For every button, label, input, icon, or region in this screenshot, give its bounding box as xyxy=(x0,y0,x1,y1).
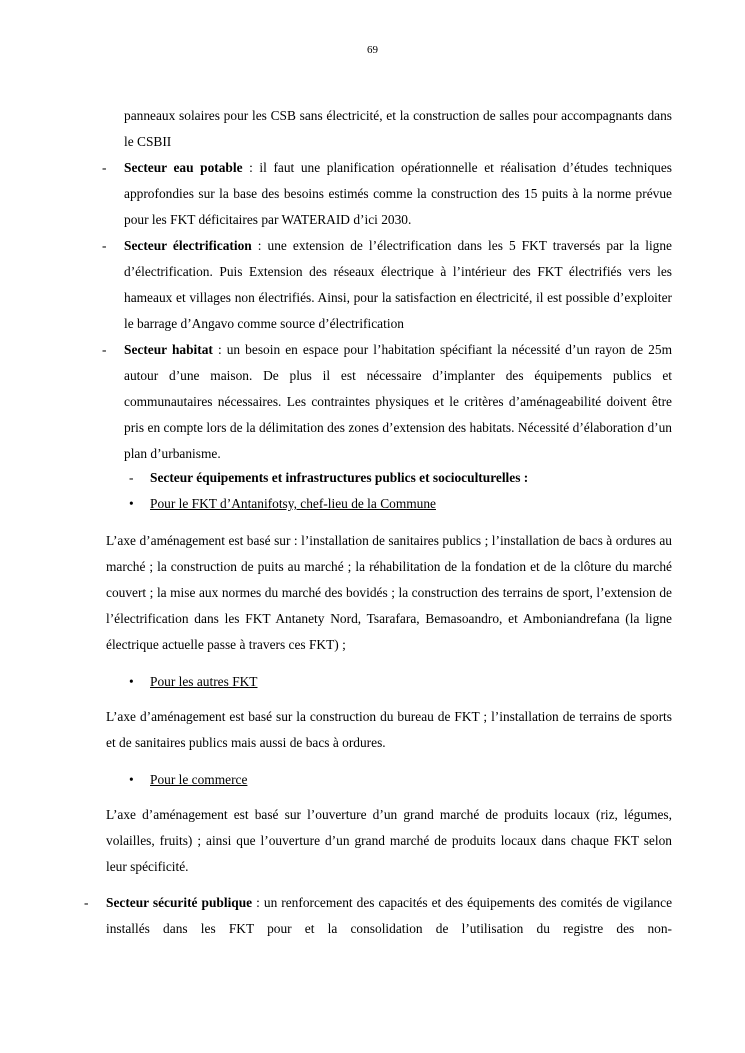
subheading-commerce: Pour le commerce xyxy=(150,772,248,787)
text-securite-publique: : un renforcement des capacités et des équipements des comités de vigilance installés dans les FKT pour et la consolidation de l’utilisation du registre des non- xyxy=(106,895,673,936)
subheading-antanifotsy: Pour le FKT d’Antanifotsy, chef-lieu de la Commune xyxy=(150,496,436,511)
paragraph-autres-fkt: L’axe d’aménagement est basé sur la construction du bureau de FKT ; l’installation de terrains de sports et de sanitaires publics mais aussi de bacs à ordures. xyxy=(106,709,672,750)
heading-equipements: Secteur équipements et infrastructures publics et socioculturelles : xyxy=(150,470,529,485)
heading-securite-publique: Secteur sécurité publique xyxy=(106,895,253,910)
subheading-autres-fkt: Pour les autres FKT xyxy=(150,674,258,689)
paragraph-antanifotsy: L’axe d’aménagement est basé sur : l’installation de sanitaires publics ; l’installation de bacs à ordures au marché ; la construction de puits au marché ; la réhabilitation de la fondation et de la clôture du marché couvert ; la mise aux normes du marché des bovidés ; la construction des terrains de sport, l’extension de l’électrification dans les FKT Antanety Nord, Tsarafara, Bemasoandro, et Amboniandrefana (la ligne électrique actuelle passe à travers ces FKT) ; xyxy=(106,533,672,652)
paragraph-electrification xyxy=(124,233,672,337)
paragraph-csb-continuation: panneaux solaires pour les CSB sans électricité, et la construction de salles pour accompagnants dans le CSBII xyxy=(124,108,672,149)
heading-electrification: Secteur électrification xyxy=(124,238,252,253)
list-dash: - xyxy=(102,238,107,253)
paragraph-securite-publique xyxy=(106,890,672,942)
paragraph-habitat xyxy=(124,337,672,467)
text-electrification: : une extension de l’électrification dans les 5 FKT traversés par la ligne d’électrification. Puis Extension des réseaux électrique à l’intérieur des FKT électrifiés vers les hameaux et villages non électrifiés. Ainsi, pour la satisfaction en électricité, il est possible d’exploiter le barrage d’Angavo comme source d’électrification xyxy=(124,238,672,331)
page-number: 69 xyxy=(367,44,378,56)
heading-eau-potable: Secteur eau potable xyxy=(124,160,243,175)
list-bullet: • xyxy=(129,496,134,511)
list-bullet: • xyxy=(129,674,134,689)
list-dash: - xyxy=(102,342,107,357)
paragraph-commerce: L’axe d’aménagement est basé sur l’ouverture d’un grand marché de produits locaux (riz, légumes, volailles, fruits) ; ainsi que l’ouverture d’un grand marché de produits locaux dans chaque FKT selon leur spécificité. xyxy=(106,807,672,874)
list-dash: - xyxy=(84,895,89,910)
text-habitat: : un besoin en espace pour l’habitation spécifiant la nécessité d’un rayon de 25m autour d’une maison. De plus il est nécessaire d’implanter des équipements publics et communautaires nécessaires. Les contraintes physiques et le critères d’aménageabilité doivent être pris en compte lors de la délimitation des zones d’extension des habitats. Nécessité d’élaboration d’un plan d’urbanisme. xyxy=(124,342,672,461)
text-eau-potable: : il faut une planification opérationnelle et réalisation d’études techniques approfondies sur la base des besoins estimés comme la construction des 15 puits à la norme prévue pour les FKT déficitaires par WATERAID d’ici 2030. xyxy=(124,160,672,227)
heading-habitat: Secteur habitat xyxy=(124,342,213,357)
list-dash: - xyxy=(129,470,134,485)
list-dash: - xyxy=(102,160,107,175)
paragraph-eau-potable xyxy=(124,155,672,233)
list-bullet: • xyxy=(129,772,134,787)
